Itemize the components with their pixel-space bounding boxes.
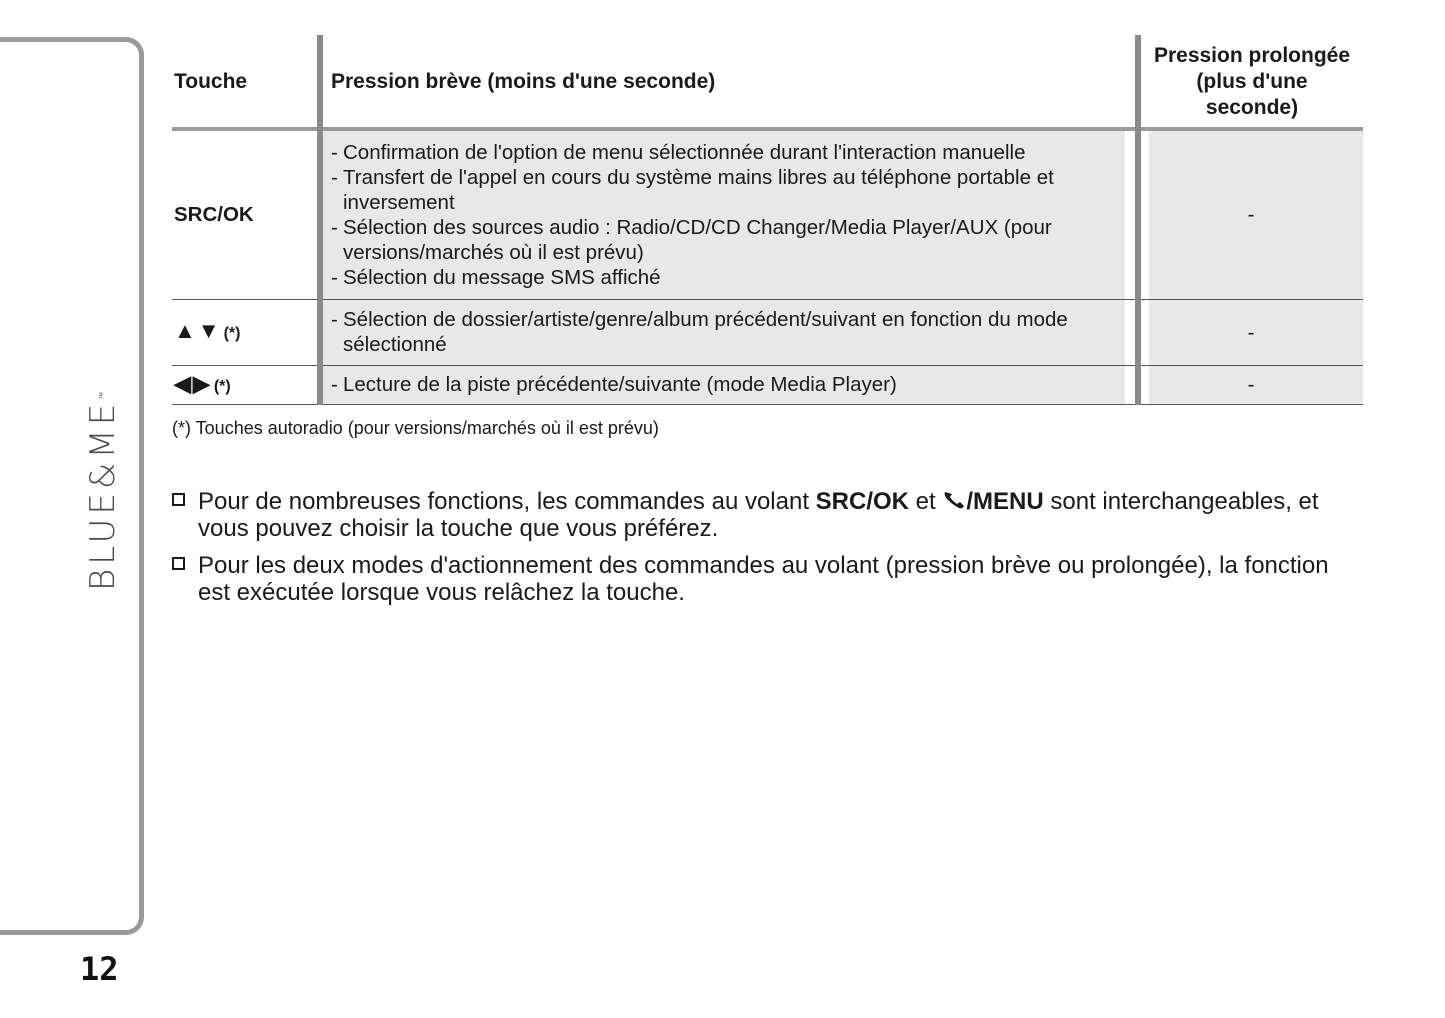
left-right-arrows-icon: ◀▶ — [174, 370, 212, 396]
checkbox-bullet-icon — [172, 557, 185, 570]
key-note: (*) — [213, 377, 231, 395]
list-item: - Sélection des sources audio : Radio/CD/CD Changer/Media Player/AUX (pour versions/marchés où il est prévu) — [331, 215, 1121, 265]
note-text: Pour de nombreuses fonctions, les commandes au volant — [198, 488, 816, 515]
row-long-value: - — [1138, 365, 1363, 404]
header-key: Touche — [172, 35, 320, 129]
list-item: - Sélection de dossier/artiste/genre/album précédent/suivant en fonction du mode sélectionné — [331, 307, 1121, 357]
checkbox-bullet-icon — [172, 493, 185, 506]
list-item: - Transfert de l'appel en cours du système mains libres au téléphone portable et inversement — [331, 165, 1121, 215]
header-long-press: Pression prolongée (plus d'une seconde) — [1138, 35, 1363, 129]
table-header-row — [172, 35, 1363, 129]
header-short-press: Pression brève (moins d'une seconde) — [320, 35, 1138, 129]
up-down-arrows-icon: ▲▼ — [174, 318, 222, 343]
note-text: Pour les deux modes d'actionnement des commandes au volant (pression brève ou prolongée), la fonction est exécutée lorsque vous relâchez la touche. — [198, 552, 1329, 606]
page-number: 12 — [80, 950, 119, 988]
row-key-up-down — [172, 299, 320, 365]
table-row — [172, 299, 1363, 365]
table-footnote: (*) Touches autoradio (pour versions/marchés où il est prévu) — [172, 418, 659, 438]
list-item: - Lecture de la piste précédente/suivante (mode Media Player) — [331, 372, 1121, 397]
notes-list — [172, 488, 1367, 616]
brand-logo-text: BLUE&ME — [83, 399, 123, 591]
row-long-value: - — [1138, 299, 1363, 365]
row-key-src-ok: SRC/OK — [172, 129, 320, 299]
note-key-src-ok: SRC/OK — [815, 488, 910, 515]
brand-logo — [83, 391, 123, 591]
list-item: - Confirmation de l'option de menu sélectionnée durant l'interaction manuelle — [331, 140, 1121, 165]
row-long-value: - — [1138, 129, 1363, 299]
trademark-mark: ™ — [98, 391, 107, 400]
list-item: - Sélection du message SMS affiché — [331, 265, 1121, 290]
note-item — [172, 552, 1367, 606]
note-item — [172, 488, 1367, 542]
controls-table — [172, 35, 1363, 405]
table-row — [172, 365, 1363, 404]
phone-icon — [942, 489, 966, 511]
row-short-description — [320, 365, 1138, 404]
row-short-description — [320, 299, 1138, 365]
table-row — [172, 129, 1363, 299]
note-text: et — [909, 488, 943, 515]
row-short-description — [320, 129, 1138, 299]
note-key-menu: /MENU — [966, 488, 1044, 515]
note-text: sont interchangeables, et vous pouvez choisir la touche que vous préférez. — [198, 488, 1319, 542]
row-key-left-right — [172, 365, 320, 404]
key-note: (*) — [223, 325, 241, 342]
